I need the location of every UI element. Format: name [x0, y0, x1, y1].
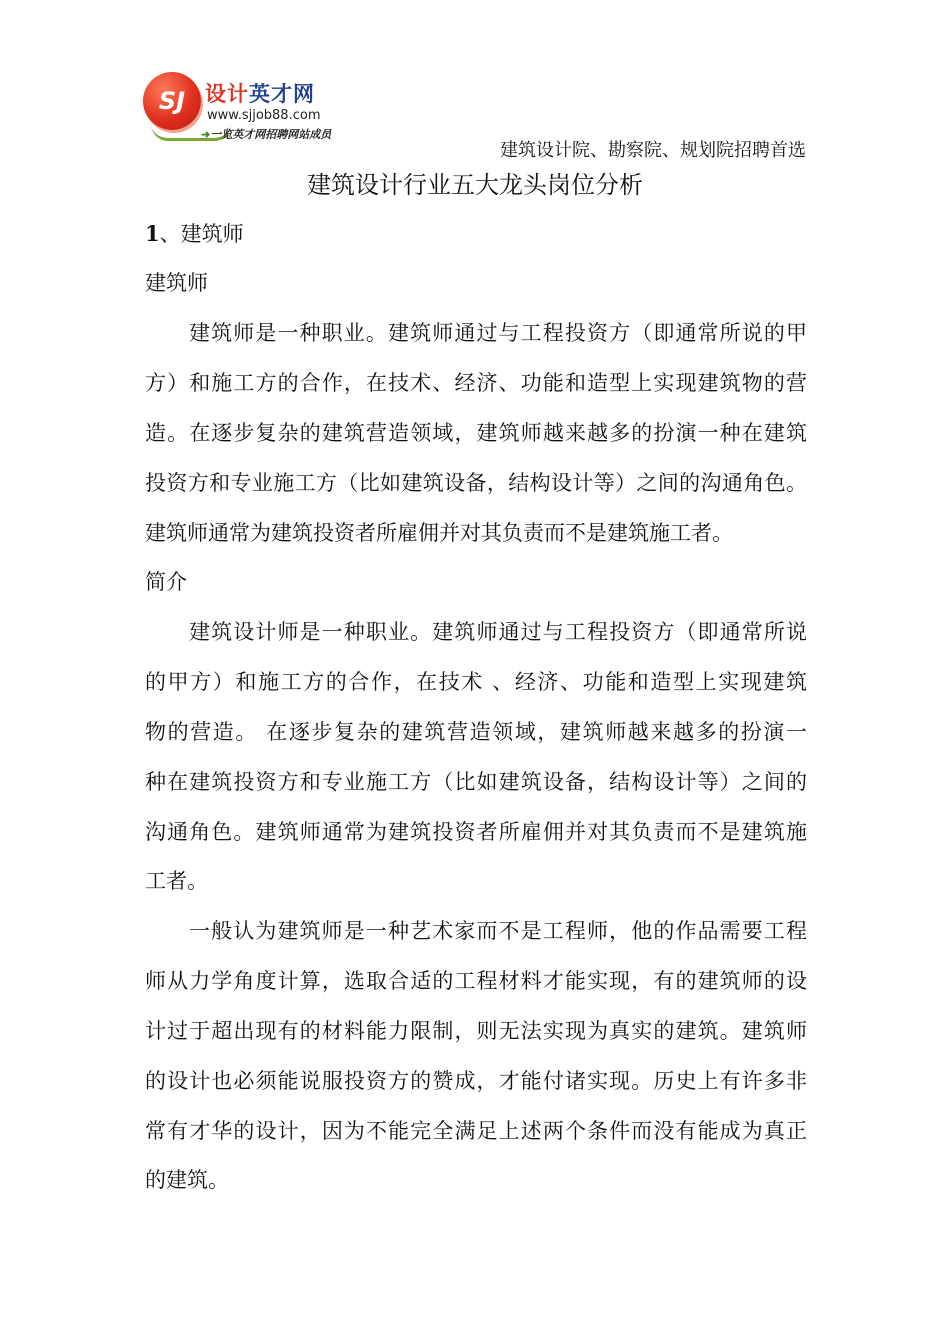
subheading-architect: 建筑师 — [145, 271, 208, 295]
paragraph-line: 的甲方）和施工方的合作，在技术 、经济、功能和造型上实现建筑 — [145, 670, 807, 694]
paragraph-line: 工者。 — [145, 869, 208, 893]
paragraph-line: 建筑设计师是一种职业。建筑师通过与工程投资方（即通常所说 — [189, 620, 807, 644]
logo-mark: SJ — [158, 87, 186, 115]
paragraph-line: 方）和施工方的合作，在技术、经济、功能和造型上实现建筑物的营 — [145, 371, 807, 395]
site-logo — [143, 68, 373, 146]
paragraph-line: 的建筑。 — [145, 1168, 229, 1192]
paragraph-line: 种在建筑投资方和专业施工方（比如建筑设备，结构设计等）之间的 — [145, 770, 807, 794]
section-title: 、建筑师 — [159, 222, 244, 246]
paragraph-line: 建筑师是一种职业。建筑师通过与工程投资方（即通常所说的甲 — [189, 321, 807, 345]
slogan-text: 一览英才网招聘网站成员 — [210, 128, 332, 141]
paragraph-line: 一般认为建筑师是一种艺术家而不是工程师，他的作品需要工程 — [189, 919, 807, 943]
section-number: 1 — [145, 221, 160, 246]
paragraph-line: 物的营造。 在逐步复杂的建筑营造领域，建筑师越来越多的扮演一 — [145, 720, 807, 744]
paragraph-line: 的设计也必须能说服投资方的赞成，才能付诸实现。历史上有许多非 — [145, 1069, 807, 1093]
logo-slogan — [201, 126, 331, 142]
logo-name-part2: 英才网 — [249, 82, 315, 106]
logo-name-part1: 设计 — [205, 82, 249, 106]
paragraph-line: 造。在逐步复杂的建筑营造领域，建筑师越来越多的扮演一种在建筑 — [145, 421, 807, 445]
paragraph-line: 投资方和专业施工方（比如建筑设备，结构设计等）之间的沟通角色。 — [145, 471, 807, 495]
paragraph-line: 计过于超出现有的材料能力限制，则无法实现为真实的建筑。建筑师 — [145, 1019, 807, 1043]
slogan-arrow-icon: ➜ — [201, 128, 211, 141]
paragraph-line: 常有才华的设计，因为不能完全满足上述两个条件而没有能成为真正 — [145, 1119, 807, 1143]
document-title: 建筑设计行业五大龙头岗位分析 — [307, 171, 643, 199]
paragraph-line: 建筑师通常为建筑投资者所雇佣并对其负责而不是建筑施工者。 — [145, 521, 733, 545]
header-tagline: 建筑设计院、勘察院、规划院招聘首选 — [500, 140, 806, 161]
section-heading — [145, 219, 807, 249]
logo-url: www.sjjob88.com — [207, 108, 321, 123]
subheading-intro: 简介 — [145, 570, 187, 594]
paragraph-line: 沟通角色。建筑师通常为建筑投资者所雇佣并对其负责而不是建筑施 — [145, 820, 807, 844]
paragraph-line: 师从力学角度计算，选取合适的工程材料才能实现，有的建筑师的设 — [145, 969, 807, 993]
logo-name — [205, 78, 315, 108]
